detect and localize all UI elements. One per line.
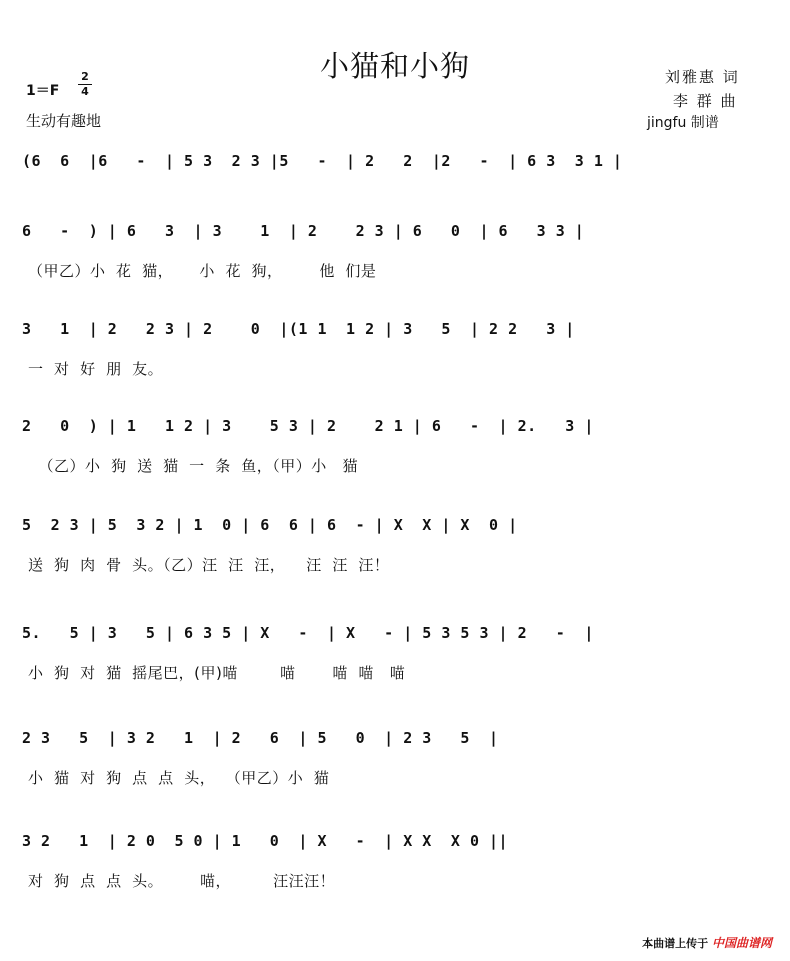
notation-row: 3 1 | 2 2 3 | 2 0 |(1 1 1 2 | 3 5 | 2 2 3 | <box>22 320 575 338</box>
maker-credit: jingfu 制谱 <box>647 115 719 131</box>
lyrics-row: 小 狗 对 猫 摇尾巴，(甲)喵 喵 喵 喵 喵 <box>28 664 406 682</box>
lyricist-credit: 刘雅惠 词 <box>665 68 740 86</box>
lyrics-row: 送 狗 肉 骨 头。（乙）汪 汪 汪， 汪 汪 汪！ <box>28 556 390 574</box>
lyrics-row: （乙）小 狗 送 猫 一 条 鱼，（甲）小 猫 <box>28 457 359 475</box>
score-line <box>0 512 790 622</box>
time-signature <box>78 70 92 99</box>
notation-row: 3 2 1 | 2 0 5 0 | 1 0 | X - | X X X 0 || <box>22 832 509 850</box>
lyrics-row: 对 狗 点 点 头。 喵， 汪汪汪！ <box>28 872 336 890</box>
footer <box>642 934 772 951</box>
footer-text: 本曲谱上传于 <box>642 937 709 950</box>
score-line <box>0 725 790 835</box>
lyrics-row: （甲乙）小 花 猫， 小 花 狗， 他 们是 <box>28 262 377 280</box>
notation-row: 6 - ) | 6 3 | 3 1 | 2 2 3 | 6 0 | 6 3 3 | <box>22 222 585 240</box>
key-signature: 1＝F <box>26 83 60 99</box>
time-lower: 4 <box>81 85 89 98</box>
lyrics-row: 小 猫 对 狗 点 点 头， （甲乙）小 猫 <box>28 769 330 787</box>
footer-brand: 中国曲谱网 <box>711 936 772 950</box>
notation-row: 5 2 3 | 5 3 2 | 1 0 | 6 6 | 6 - | X X | X 0 | <box>22 516 518 534</box>
lyrics-row: 一 对 好 朋 友。 <box>28 360 164 378</box>
score-line <box>0 620 790 730</box>
score-line <box>0 413 790 523</box>
notation-row: (6 6 |6 - | 5 3 2 3 |5 - | 2 2 |2 - | 6 3 3 1 | <box>22 152 623 170</box>
tempo-marking: 生动有趣地 <box>26 112 102 130</box>
notation-row: 5. 5 | 3 5 | 6 3 5 | X - | X - | 5 3 5 3 | 2 - | <box>22 624 594 642</box>
score-line <box>0 828 790 938</box>
time-upper: 2 <box>78 70 92 85</box>
notation-row: 2 0 ) | 1 1 2 | 3 5 3 | 2 2 1 | 6 - | 2. 3 | <box>22 417 594 435</box>
notation-row: 2 3 5 | 3 2 1 | 2 6 | 5 0 | 2 3 5 | <box>22 729 499 747</box>
composer-credit: 李 群 曲 <box>673 92 738 110</box>
score-title: 小猫和小狗 <box>319 49 470 83</box>
score-line <box>0 316 790 426</box>
score-line <box>0 218 790 328</box>
